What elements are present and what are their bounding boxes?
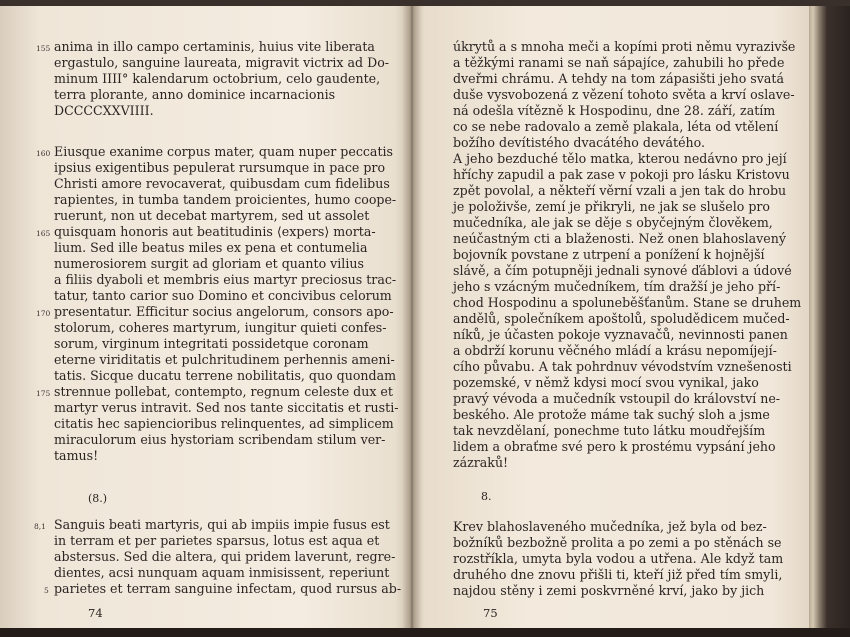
text-line: jeho s vzácným mučedníkem, tím dražší je jeho pří- [453, 279, 781, 294]
line-number: 5 [44, 586, 49, 595]
text-line: druhého dne znovu přišli ti, kteří již před tím smyli, [453, 567, 783, 582]
book-cover-bottom-edge [0, 628, 850, 637]
line-number: 165 [36, 229, 51, 238]
text-line: anima in illo campo certaminis, huius vite liberata [54, 39, 375, 54]
text-line: terra plorante, anno dominice incarnacionis [54, 87, 336, 102]
right-page [411, 6, 809, 628]
text-line: citatis hec sapiencioribus relinquentes, ad simplicem [54, 416, 394, 431]
text-line: beského. Ale protože máme tak suchý sloh a jsme [453, 407, 770, 422]
text-line: a obdrží korunu věčného mládí a krásu nepomíjejí- [453, 343, 777, 358]
text-line: slávě, a čím potupněji jednali synové ďáblovi a údové [453, 263, 792, 278]
section-number: (8.) [88, 492, 108, 505]
text-line: Christi amore revocaverat, quibusdam cum fidelibus [54, 176, 390, 191]
text-line: a těžkými ranami se naň sápajíce, zahubili ho přede [453, 55, 785, 70]
text-line: andělů, společníkem apoštolů, spoludědicem mučed- [453, 311, 790, 326]
page-number: 75 [483, 606, 498, 620]
text-line: quisquam honoris aut beatitudinis ⟨expers⟩ morta- [54, 224, 376, 239]
text-line: Krev blahoslaveného mučedníka, jež byla od bez- [453, 519, 767, 534]
text-line: tamus! [54, 448, 99, 463]
text-line: lidem a obraťme své pero k prostému vypsání jeho [453, 439, 776, 454]
text-line: numerosiorem surgit ad gloriam et quanto vilius [54, 256, 364, 271]
text-line: A jeho bezduché tělo matka, kterou nedávno pro její [453, 151, 787, 166]
text-line: níků, je účasten pokoje vyznavačů, nevinnosti panen [453, 327, 788, 342]
text-line: rozstříkla, umyta byla vodou a utřena. Ale když tam [453, 551, 784, 566]
book-gutter-shadow [402, 6, 422, 628]
text-line: tatur, tanto carior suo Domino et concivibus celorum [54, 288, 392, 303]
text-line: Sanguis beati martyris, qui ab impiis impie fusus est [54, 517, 390, 532]
text-line: úkrytů a s mnoha meči a kopími proti němu vyrazivše [453, 39, 796, 54]
text-line: tatis. Sicque ducatu terrene nobilitatis, quo quondam [54, 368, 397, 383]
page-number: 74 [88, 606, 103, 620]
text-line: božího devítistého dvacátého devátého. [453, 135, 706, 150]
text-line: hříchy zapudil a pak zase v pokoji pro lásku Kristovu [453, 167, 790, 182]
text-line: eterne viriditatis et pulchritudinem perhennis ameni- [54, 352, 395, 367]
text-line: tak nevzdělaní, ponechme tuto látku moudřejším [453, 423, 766, 438]
text-line: dientes, acsi nunquam aquam inmisissent, reperiunt [54, 565, 390, 580]
text-line: miraculorum eius hystoriam scribendam stilum ver- [54, 432, 386, 447]
text-line: božníků bezbožně prolita a po zemi a po stěnách se [453, 535, 782, 550]
section-number: 8. [481, 490, 492, 503]
text-line: pravý vévoda a mučedník vstoupil do království ne- [453, 391, 781, 406]
text-line: cího půvabu. A tak pohrdnuv vévodstvím vznešenosti [453, 359, 792, 374]
text-line: Eiusque exanime corpus mater, quam nuper peccatis [54, 144, 393, 159]
text-line: rapientes, in tumba tandem proicientes, humo coope- [54, 192, 397, 207]
text-line: parietes et terram sanguine infectam, quod rursus ab- [54, 581, 402, 596]
text-line: martyr verus intravit. Sed nos tante siccitatis et rusti- [54, 400, 399, 415]
line-number: 175 [36, 389, 51, 398]
text-line: minum IIII° kalendarum octobrium, celo gaudente, [54, 71, 381, 86]
text-line: lium. Sed ille beatus miles ex pena et contumelia [54, 240, 368, 255]
line-number: 170 [36, 309, 51, 318]
text-line: sorum, virginum integritati possidetque coronam [54, 336, 369, 351]
line-number: 155 [36, 44, 51, 53]
text-line: presentatur. Efficitur socius angelorum, consors apo- [54, 304, 394, 319]
text-line: co se nebe radovalo a země plakala, léta od vtělení [453, 119, 779, 134]
text-line: je položivše, zemí je přikryli, ne jak se slušelo pro [453, 199, 771, 214]
text-line: neúčastným cti a blaženosti. Než onen blahoslavený [453, 231, 786, 246]
left-page [0, 6, 411, 628]
text-line: duše vysvobozená z vězení tohoto světa a krví oslave- [453, 87, 795, 102]
text-line: abstersus. Sed die altera, qui pridem laverunt, regre- [54, 549, 396, 564]
text-line: DCCCCXXVIIII. [54, 103, 154, 118]
text-line: zpět povolal, a někteří věrní vzali a jen tak do hrobu [453, 183, 787, 198]
text-line: in terram et per parietes sparsus, lotus est aqua et [54, 533, 380, 548]
text-line: bojovník povstane z utrpení a ponížení k hojnější [453, 247, 765, 262]
text-line: pozemské, v němž kdysi mocí svou vynikal, jako [453, 375, 759, 390]
text-line: a filiis dyaboli et membris eius martyr preciosus trac- [54, 272, 397, 287]
text-line: zázraků! [453, 455, 509, 470]
text-line: strennue pollebat, contempto, regnum celeste dux et [54, 384, 393, 399]
line-number: 8,1 [34, 522, 46, 531]
book-page-edges [809, 6, 850, 628]
text-line: mučedníka, ale jak se děje s obyčejným člověkem, [453, 215, 773, 230]
text-line: ruerunt, non ut decebat martyrem, sed ut assolet [54, 208, 370, 223]
text-line: najdou stěny i zemi poskvrněné krví, jako by jich [453, 583, 765, 598]
text-line: stolorum, coheres martyrum, iungitur quieti confes- [54, 320, 387, 335]
text-line: chod Hospodinu a spoluneběšťanům. Stane se druhem [453, 295, 802, 310]
text-line: dveřmi chrámu. A tehdy na tom zápasišti jeho svatá [453, 71, 784, 86]
text-line: ergastulo, sanguine laureata, migravit victrix ad Do- [54, 55, 390, 70]
line-number: 160 [36, 149, 51, 158]
text-line: ná odešla vítězně k Hospodinu, dne 28. září, zatím [453, 103, 776, 118]
text-line: ipsius exigentibus pepulerat rursumque in pace pro [54, 160, 386, 175]
